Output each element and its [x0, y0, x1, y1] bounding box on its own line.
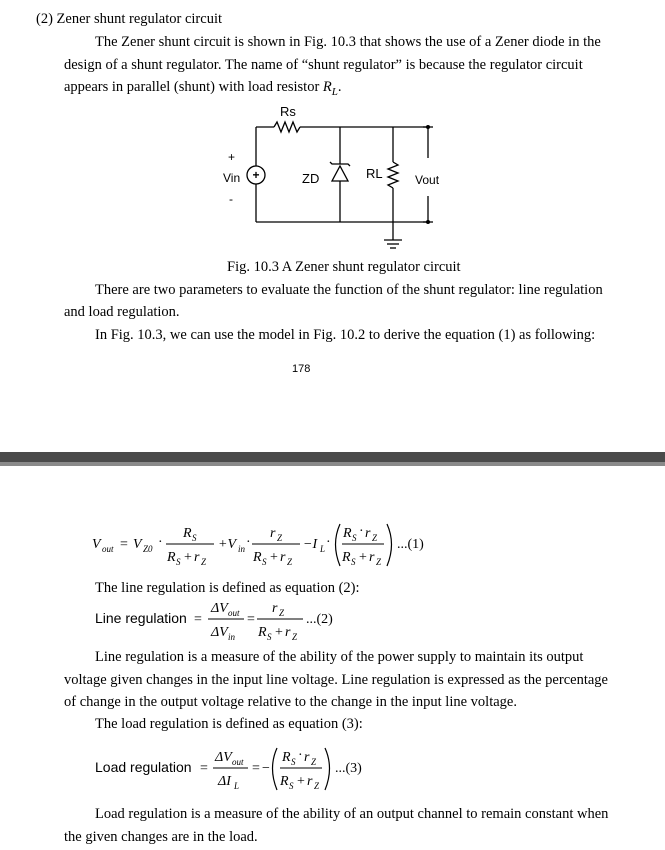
eq1-vout: V: [92, 537, 101, 552]
load-reg-num-dot: ·: [298, 748, 303, 763]
eq1-frac2-den-rz: r: [280, 550, 286, 565]
para4-line2: voltage given changes in the input line voltage. Line regulation is expressed as the percentage: [64, 672, 608, 688]
page-number: 178: [292, 363, 311, 375]
load-reg-name: Load regulation: [95, 759, 192, 775]
line-reg-out-sub: out: [228, 608, 240, 618]
eq1-frac3-dot: ·: [359, 524, 364, 539]
zd-label: ZD: [302, 171, 320, 186]
load-reg-den-sub: S: [289, 781, 294, 791]
para1-line3-text: appears in parallel (shunt) with load resistor: [64, 79, 323, 95]
vin-label: Vin: [223, 171, 241, 185]
load-reg-num-rz: r: [304, 750, 310, 765]
para4-line3: of change in the output voltage relative to the change in the input line voltage.: [64, 694, 517, 710]
para1-line3-end: .: [337, 79, 342, 95]
rs-label: Rs: [280, 104, 296, 119]
para1-line1: The Zener shunt circuit is shown in Fig. 10.3 that shows the use of a Zener diode in the: [95, 34, 601, 50]
eq1-vz0-sub: Z0: [143, 544, 153, 554]
eq1-frac1-plus: +: [184, 550, 192, 565]
eq1-frac1-den-rz-sub: Z: [201, 557, 207, 567]
load-reg-num-r: R: [282, 750, 291, 765]
eq1-frac3-den-sub: S: [351, 557, 356, 567]
line-reg-den-rz: r: [285, 625, 291, 640]
line-reg-rz: r: [272, 601, 278, 616]
para1-line2: design of a shunt regulator. The name of “shunt regulator” is because the regulator circuit: [64, 57, 583, 73]
load-reg-minus: −: [262, 761, 270, 776]
vout-label: Vout: [415, 173, 440, 187]
eq1-frac1-den-sub: S: [176, 557, 181, 567]
eq1-vz0: V: [133, 537, 142, 552]
para2-line2: and load regulation.: [64, 304, 180, 320]
eq1-frac3-num-r: R: [343, 526, 352, 541]
line-reg-equals-1: =: [194, 612, 202, 627]
eq1-frac3-plus: +: [359, 550, 367, 565]
minus-label: -: [229, 192, 233, 206]
load-reg-num-rz-sub: Z: [311, 757, 317, 767]
section-heading: (2) Zener shunt regulator circuit: [36, 11, 223, 27]
eq1-frac2-den-r: R: [253, 550, 262, 565]
line-reg-label: ...(2): [306, 612, 333, 627]
load-reg-equals-1: =: [200, 761, 208, 776]
eq1-frac2-num: r: [270, 526, 276, 541]
eq1-equals: =: [120, 537, 128, 552]
eq1-vin-sub: in: [238, 544, 246, 554]
para4-line4: The load regulation is defined as equation (3):: [95, 716, 363, 732]
eq1-dot-2: ·: [246, 535, 251, 550]
rl-var: R: [322, 79, 332, 95]
load-reg-den-rz-sub: Z: [314, 781, 320, 791]
eq1-frac3-num-rz-sub: Z: [372, 533, 378, 543]
line-reg-rz-sub: Z: [279, 608, 285, 618]
rl-sub: L: [331, 85, 338, 98]
line-reg-dvin: ΔV: [211, 625, 228, 640]
load-reg-il-sub: L: [234, 781, 240, 791]
line-reg-name: Line regulation: [95, 610, 187, 626]
load-reg-equals-2: =: [252, 761, 260, 776]
eq1-frac2-den-rz-sub: Z: [287, 557, 293, 567]
eq1-il-sub: L: [320, 544, 326, 554]
para5-line2: the given changes are in the load.: [64, 829, 258, 845]
line-reg-den-sub: S: [267, 632, 272, 642]
load-reg-den-plus: +: [297, 774, 305, 789]
eq1-frac3-den-rz: r: [369, 550, 375, 565]
eq1-frac2-plus: +: [270, 550, 278, 565]
eq1-label: ...(1): [397, 537, 424, 552]
eq1-minus-il: −I: [303, 537, 318, 552]
eq1-vout-sub: out: [102, 544, 114, 554]
load-reg-den-rz: r: [307, 774, 313, 789]
load-reg-num-r-sub: S: [291, 757, 296, 767]
load-reg-dvout: ΔV: [215, 750, 232, 765]
line-reg-in-sub: in: [228, 632, 236, 642]
eq1-plus-vin: +V: [218, 537, 236, 552]
eq1-frac3-num-r-sub: S: [352, 533, 357, 543]
eq1-frac2-den-sub: S: [262, 557, 267, 567]
plus-label: +: [228, 150, 236, 164]
load-reg-out-sub: out: [232, 757, 244, 767]
eq1-frac1-den-r: R: [167, 550, 176, 565]
line-reg-den-r: R: [258, 625, 267, 640]
line-reg-intro: The line regulation is defined as equation (2):: [95, 580, 360, 596]
para3-line1: In Fig. 10.3, we can use the model in Fig. 10.2 to derive the equation (1) as following:: [95, 327, 596, 343]
load-reg-label: ...(3): [335, 761, 362, 776]
eq1-frac3-num-rz: r: [365, 526, 371, 541]
eq1-frac1-num-sub: S: [192, 533, 197, 543]
eq1-dot-3: ·: [326, 535, 331, 550]
figure-caption: Fig. 10.3 A Zener shunt regulator circuit: [227, 259, 461, 275]
source-plus-icon: +: [252, 168, 260, 182]
para4-line1: Line regulation is a measure of the ability of the power supply to maintain its output: [95, 649, 584, 665]
line-reg-den-rz-sub: Z: [292, 632, 298, 642]
para5-line1: Load regulation is a measure of the ability of an output channel to remain constant when: [95, 806, 609, 822]
load-reg-den-r: R: [280, 774, 289, 789]
line-reg-equals-2: =: [247, 612, 255, 627]
rl-label: RL: [366, 166, 383, 181]
eq1-frac1-den-rz: r: [194, 550, 200, 565]
line-reg-dvout: ΔV: [211, 601, 228, 616]
eq1-frac3-den-rz-sub: Z: [376, 557, 382, 567]
eq1-frac2-num-sub: Z: [277, 533, 283, 543]
line-reg-den-plus: +: [275, 625, 283, 640]
load-reg-dil: ΔI: [218, 774, 231, 789]
eq1-frac1-num: R: [183, 526, 192, 541]
para2-line1: There are two parameters to evaluate the function of the shunt regulator: line regulation: [95, 282, 603, 298]
eq1-dot-1: ·: [158, 535, 163, 550]
eq1-frac3-den-r: R: [342, 550, 351, 565]
